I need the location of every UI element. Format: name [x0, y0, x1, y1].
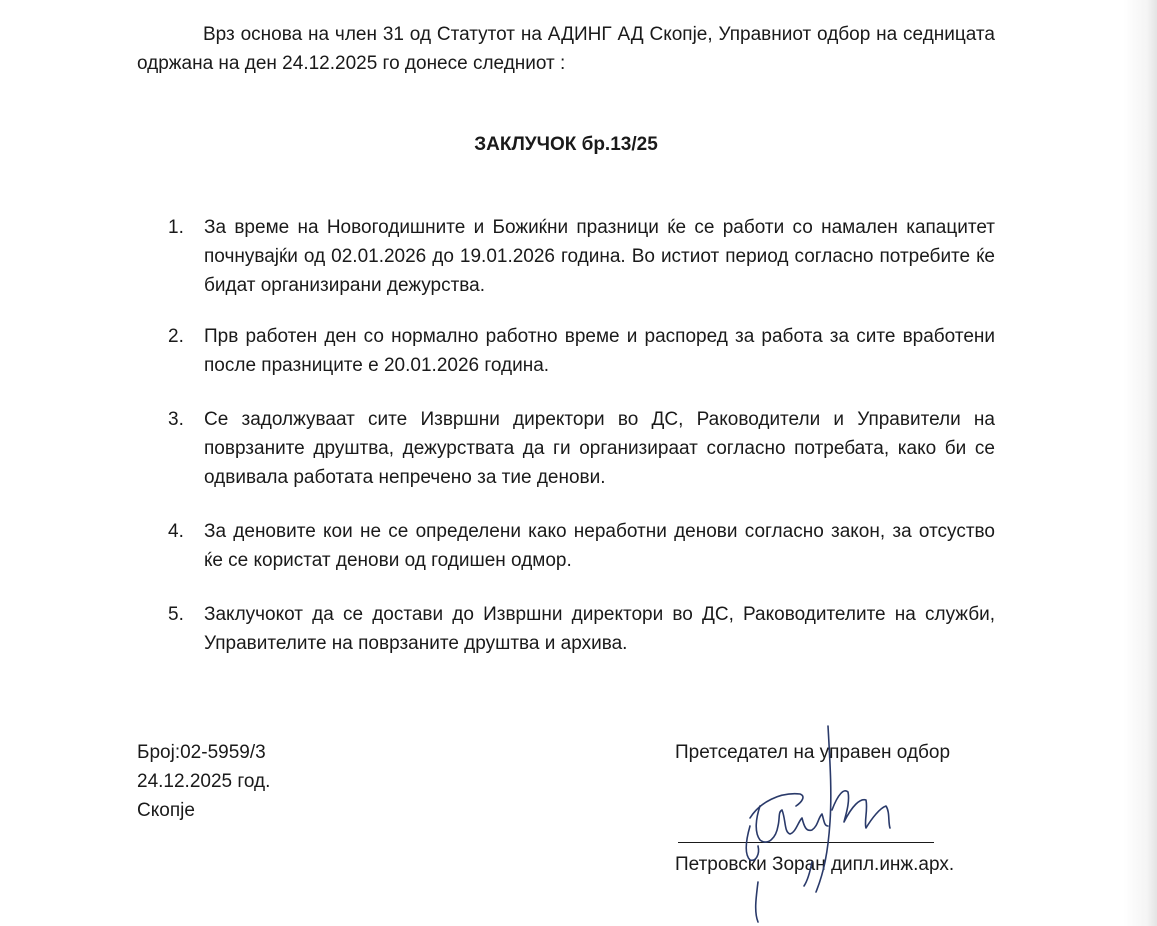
list-item-number: 1. — [168, 217, 184, 238]
list-item — [168, 600, 995, 658]
chairman-title: Претседател на управен одбор — [675, 742, 951, 763]
list-item-number: 5. — [168, 604, 184, 625]
scan-edge-shadow — [1123, 0, 1157, 926]
reference-number: Број:02-5959/3 — [137, 742, 266, 763]
handwritten-signature — [720, 722, 910, 926]
document-title: ЗАКЛУЧОК бр.13/25 — [474, 134, 658, 155]
signer-name: Петровски Зоран дипл.инж.арх. — [675, 854, 955, 875]
list-item-text: Прв работен ден со нормално работно време и распоред за работа за сите вработени после празниците е 20.01.2026 година. — [204, 326, 995, 376]
list-item-text: За деновите кои не се определени како неработни денови согласно закон, за отсуство ќе се користат денови од годишен одмор. — [204, 521, 995, 571]
reference-block — [137, 738, 270, 825]
list-item-text: За време на Новогодишните и Божиќни празници ќе се работи со намален капацитет почнувајќи од 02.01.2026 до 19.01.2026 година. Во истиот период согласно потребите ќе бидат организирани дежурства. — [204, 217, 995, 296]
list-item — [168, 213, 995, 300]
list-item — [168, 517, 995, 575]
list-item — [168, 405, 995, 492]
list-item — [168, 322, 995, 380]
list-item-number: 3. — [168, 409, 184, 430]
list-item-text: Се задолжуваат сите Извршни директори во ДС, Раководители и Управители на поврзаните друштва, дежурствата да ги организираат согласно потребата, како би се одвивала работата непречено за тие денови. — [204, 409, 995, 488]
list-item-number: 2. — [168, 326, 184, 347]
intro-paragraph: Врз основа на член 31 од Статутот на АДИНГ АД Скопје, Управниот одбор на седницата одржана на ден 24.12.2025 го донесе следниот : — [137, 24, 995, 74]
list-item-text: Заклучокот да се достави до Извршни директори во ДС, Раководителите на служби, Управителите на поврзаните друштва и архива. — [204, 604, 995, 654]
list-item-number: 4. — [168, 521, 184, 542]
reference-date: 24.12.2025 год. — [137, 771, 271, 792]
reference-city: Скопје — [137, 800, 195, 821]
